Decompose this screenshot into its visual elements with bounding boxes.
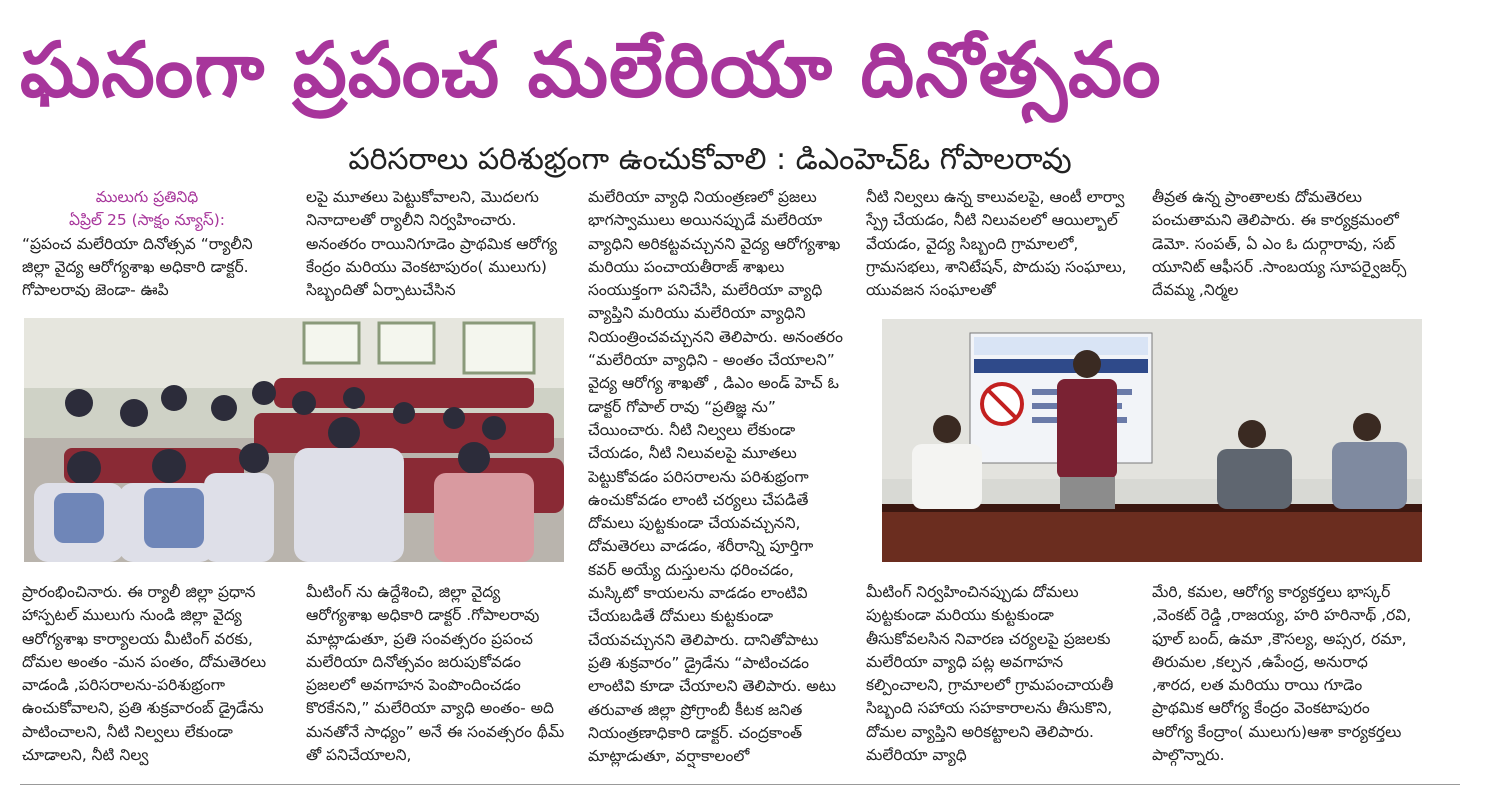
article-text: మలేరియా వ్యాధి నియంత్రణలో ప్రజలు భాగస్వాములు అయినప్పుడే మలేరియా వ్యాధిని అరికట్టవచ్చునని వైద్య ఆరోగ్యశాఖ మరియు పంచాయతీరాజ్ శాఖలు సంయుక్తంగా పనిచేసి, మలేరియా వ్యాధి వ్యాప్తిని మరియు మలేరియా వ్యాధిని నియంత్రించవచ్చునని తెలిపారు. అనంతరం “మలేరియా వ్యాధిని - అంతం చేయాలని” వైద్య ఆరోగ్య శాఖతో , డిఎం అండ్ హెచ్ ఓ డాక్టర్ గోపాల్ రావు “ప్రతిజ్ఞ ను” చేయించారు. నీటి నిల్వలు లేకుండా చేయడం, నీటి నిలువలపై మూతలు పెట్టుకోవడం పరిసరాలను పరిశుభ్రంగా ఉంచుకోవడం లాంటి చర్యలు చేపడితే దోమలు పుట్టకుండా చేయవచ్చునని, దోమతెరలు వాడడం, శరీరాన్ని పూర్తిగా కవర్ అయ్యే దుస్తులను ధరించడం, మస్కిటో కాయలను వాడడం లాంటివి చేయబడితే దోమలు కుట్టకుండా చేయవచ్చునని తెలిపారు. దానితోపాటు ప్రతి శుక్రవారం” డ్రైడేను “పాటించడం లాంటివి కూడా చేయాలని తెలిపారు. అటు తరువాత జిల్లా ప్రోగ్రాంబీ కీటక జనిత నియంత్రణాధికారి డాక్టర్. చంద్రకాంత్ మాట్లాడుతూ, వర్షాకాలంలో [588, 188, 843, 766]
photo-audience [24, 318, 564, 562]
article-column-2-top [306, 186, 560, 306]
article-column-3 [588, 186, 843, 771]
dateline-line-1: ములుగు ప్రతినిధి [95, 188, 199, 206]
article-text: “ప్రపంచ మలేరియా దినోత్సవ “ర్యాలీని జిల్లా వైద్య ఆరోగ్యశాఖ అధికారి డాక్టర్. గోపాలరావు జెండా- ఊపి [22, 234, 253, 300]
dateline-line-2: ఏప్రిల్ 25 (సాక్షం న్యూస్): [69, 211, 225, 230]
article-text: తీవ్రత ఉన్న ప్రాంతాలకు దోమతెరలు పంచుతామని తెలిపారు. ఈ కార్యక్రమంలో డెమో. సంపత్, ఏ ఎం ఓ దుర్గారావు, సబ్ యూనిట్ ఆఫీసర్ .సాంబయ్య సూపర్వైజర్స్ దేవమ్మ ,నిర్మల [1152, 188, 1407, 300]
photo-stage [882, 319, 1422, 562]
bottom-divider [20, 784, 1460, 785]
article-column-1-bottom [22, 581, 280, 773]
article-column-4-bottom [866, 581, 1128, 773]
article-text: మీటింగ్ ను ఉద్దేశించి, జిల్లా వైద్య ఆరోగ్యశాఖ అధికారి డాక్టర్ .గోపాలరావు మాట్లాడుతూ, ప్రతి సంవత్సరం ప్రపంచ మలేరియా దినోత్సవం జరుపుకోవడం ప్రజలలో అవగాహన పెంపొందించడం కొరకేనని,” మలేరియా వ్యాధి అంతం- అది మనతోనే సాధ్యం” అనే ఈ సంవత్సరం థీమ్ తో పనిచేయాలని, [306, 583, 565, 765]
article-column-4-top [866, 186, 1128, 306]
article-column-2-bottom [306, 581, 566, 773]
article-text: మీటింగ్ నిర్వహించినప్పుడు దోమలు పుట్టకుండా మరియు కుట్టకుండా తీసుకోవలసిన నివారణ చర్యలపై ప్రజలకు మలేరియా వ్యాధి పట్ల అవగాహన కల్పించాలని, గ్రామాలలో గ్రామపంచాయతీ సిబ్బంది సహాయ సహకారాలను తీసుకొని, దోమల వ్యాప్తిని అరికట్టాలని తెలిపారు. మలేరియా వ్యాధి [866, 583, 1114, 765]
article-text: మేరి, కమల, ఆరోగ్య కార్యకర్తలు భాస్కర్ ,వెంకట్ రెడ్డి ,రాజయ్య, హరి హరినాథ్ ,రవి, ఫూల్ బంద్, ఉమా ,కౌసల్య, అప్సర, రమా, తిరుమల ,కల్పన ,ఉపేంద్ర, అనురాధ ,శారద, లత మరియు రాయి గూడెం ప్రాథమిక ఆరోగ్య కేంద్రం వెంకటాపురం ఆరోగ్య కేంద్రాం( ములుగు)ఆశా కార్యకర్తలు పాల్గొన్నారు. [1152, 583, 1412, 765]
photo-stage-image [882, 319, 1422, 562]
subheadline: పరిసరాలు పరిశుభ్రంగా ఉంచుకోవాలి : డిఎంహెచ్ఓ గోపాలరావు [348, 142, 1072, 177]
photo-audience-image [24, 318, 564, 562]
article-text: నీటి నిల్వలు ఉన్న కాలువలపై, ఆంటీ లార్వా స్ప్రే చేయడం, నీటి నిలువలలో ఆయిల్బాల్ వేయడం, వైద్య సిబ్బంది గ్రామాలలో, గ్రామసభలు, శానిటేషన్, పొదుపు సంఘాలు, యువజన సంఘాలతో [866, 188, 1127, 300]
article-column-1-top [22, 186, 272, 306]
article-text: లపై మూతలు పెట్టుకోవాలని, మొదలగు నినాదాలతో ర్యాలీని నిర్వహించారు. అనంతరం రాయినిగూడెం ప్రాథమిక ఆరోగ్య కేంద్రం మరియు వెంకటాపురం( ములుగు) సిబ్బందితో ఏర్పాటుచేసిన [306, 188, 558, 300]
article-column-5-top [1152, 186, 1414, 306]
article-text: ప్రారంభించినారు. ఈ ర్యాలీ జిల్లా ప్రధాన హాస్పటల్ ములుగు నుండి జిల్లా వైద్య ఆరోగ్యశాఖ కార్యాలయ మీటింగ్ వరకు, దోమల అంతం -మన పంతం, దోమతెరలు వాడండి ,పరిసరాలను-పరిశుభ్రంగా ఉంచుకోవాలని, ప్రతి శుక్రవారంబ్ డ్రైడేను పాటించాలని, నీటి నిల్వలు లేకుండా చూడాలని, నీటి నిల్వ [22, 583, 267, 765]
headline: ఘనంగా ప్రపంచ మలేరియా దినోత్సవం [20, 25, 1162, 114]
article-column-5-bottom [1152, 581, 1414, 773]
